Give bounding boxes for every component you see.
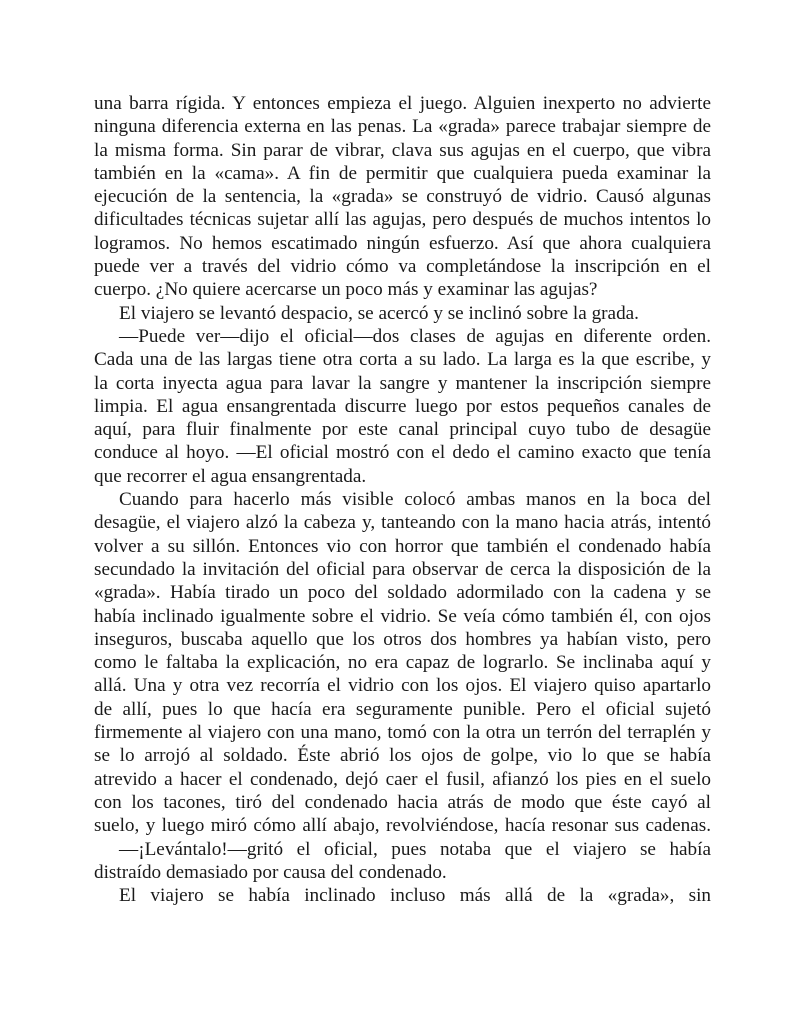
text-line: que recorrer el agua ensangrentada.: [94, 465, 367, 487]
text-line: El viajero se había inclinado incluso más allá de la «grada», sin: [119, 885, 711, 907]
text-line: una barra rígida. Y entonces empieza el juego. Alguien inexperto no advierte: [94, 93, 711, 114]
text-line: logramos. No hemos escatimado ningún esfuerzo. Así que ahora cualquiera: [94, 232, 711, 254]
text-line: de allí, pues lo que hacía era seguramente punible. Pero el oficial sujetó: [94, 698, 711, 720]
text-line: Cuando para hacerlo más visible colocó ambas manos en la boca del: [119, 489, 711, 511]
text-line: volver a su sillón. Entonces vio con horror que también el condenado había: [94, 535, 711, 557]
text-line: puede ver a través del vidrio cómo va completándose la inscripción en el: [94, 256, 711, 278]
text-line: se lo arrojó al soldado. Éste abrió los ojos de golpe, vio lo que se había: [94, 745, 711, 767]
text-line: había inclinado igualmente sobre el vidrio. Se veía cómo también él, con ojos: [94, 605, 711, 627]
text-line: conduce al hoyo. —El oficial mostró con el dedo el camino exacto que tenía: [94, 442, 711, 464]
text-line: allá. Una y otra vez recorría el vidrio con los ojos. El viajero quiso apartarlo: [94, 675, 711, 697]
text-line: con los tacones, tiró del condenado hacia atrás de modo que éste cayó al: [94, 791, 711, 813]
text-line: ninguna diferencia externa en las penas. La «grada» parece trabajar siempre de: [94, 116, 711, 138]
body-text: [94, 92, 711, 907]
text-line: secundado la invitación del oficial para observar de cerca la disposición de la: [94, 558, 711, 580]
text-line: dificultades técnicas sujetar allí las agujas, pero después de muchos intentos lo: [94, 209, 711, 231]
text-line: —Puede ver—dijo el oficial—dos clases de agujas en diferente orden.: [119, 325, 711, 347]
text-line: atrevido a hacer el condenado, dejó caer el fusil, afianzó los pies en el suelo: [94, 768, 711, 790]
text-line: desagüe, el viajero alzó la cabeza y, tanteando con la mano hacia atrás, intentó: [94, 512, 711, 534]
text-line: ejecución de la sentencia, la «grada» se construyó de vidrio. Causó algunas: [94, 186, 711, 208]
text-line: cuerpo. ¿No quiere acercarse un poco más y examinar las agujas?: [94, 279, 598, 301]
text-line: como le faltaba la explicación, no era capaz de lograrlo. Se inclinaba aquí y: [94, 652, 711, 674]
text-line: aquí, para fluir finalmente por este canal principal cuyo tubo de desagüe: [94, 419, 711, 441]
text-line: firmemente al viajero con una mano, tomó con la otra un terrón del terraplén y: [94, 722, 711, 744]
text-line: suelo, y luego miró cómo allí abajo, revolviéndose, hacía resonar sus cadenas.: [94, 815, 711, 837]
text-line: la corta inyecta agua para lavar la sangre y mantener la inscripción siempre: [94, 372, 711, 394]
text-line: también en la «cama». A fin de permitir que cualquiera pueda examinar la: [94, 162, 711, 184]
text-line: El viajero se levantó despacio, se acercó y se inclinó sobre la grada.: [119, 302, 639, 324]
text-line: inseguros, buscaba aquello que los otros dos hombres ya habían visto, pero: [94, 628, 711, 650]
document-page: [94, 92, 711, 907]
text-line: limpia. El agua ensangrentada discurre luego por estos pequeños canales de: [94, 395, 711, 417]
text-line: la misma forma. Sin parar de vibrar, clava sus agujas en el cuerpo, que vibra: [94, 139, 711, 161]
text-line: distraído demasiado por causa del condenado.: [94, 861, 447, 883]
text-line: —¡Levántalo!—gritó el oficial, pues notaba que el viajero se había: [119, 838, 711, 860]
text-line: «grada». Había tirado un poco del soldado adormilado con la cadena y se: [94, 582, 711, 604]
text-line: Cada una de las largas tiene otra corta a su lado. La larga es la que escribe, y: [94, 349, 711, 371]
